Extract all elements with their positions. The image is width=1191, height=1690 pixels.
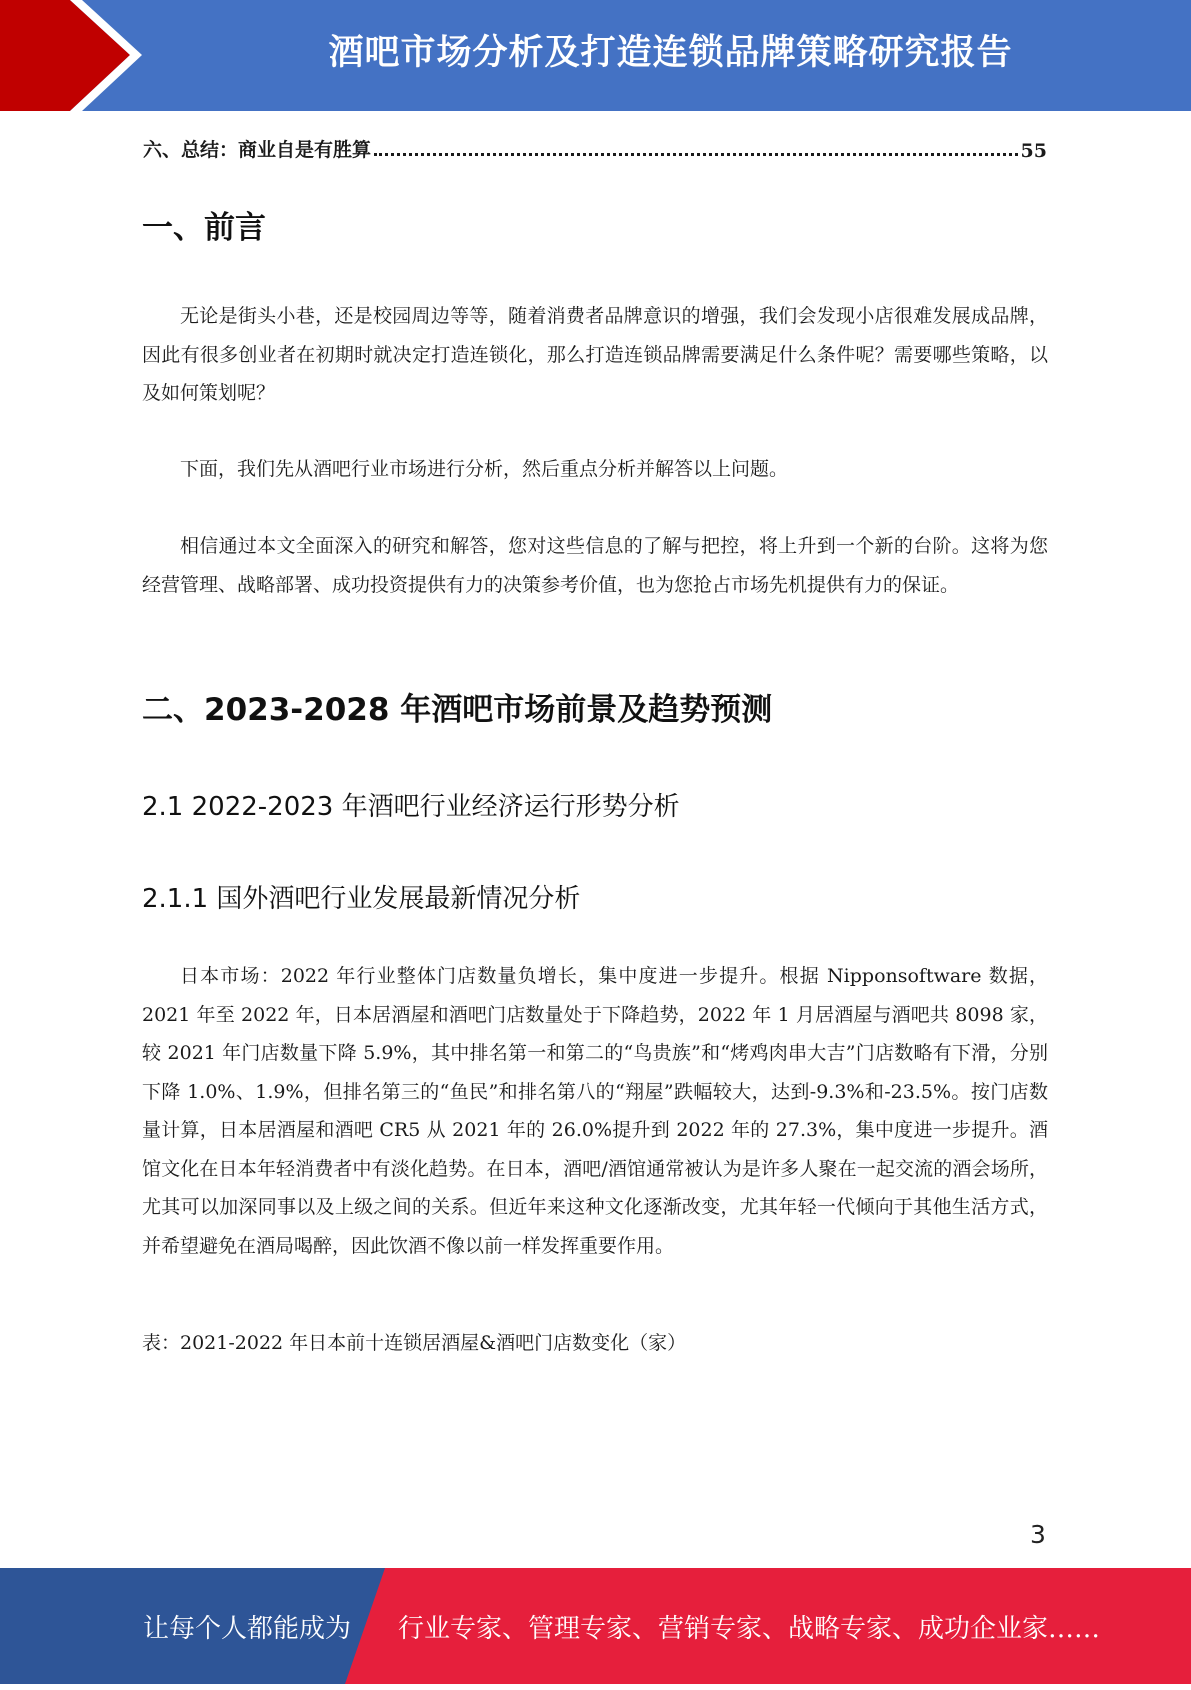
toc-entry-label: 六、总结：商业自是有胜算 bbox=[143, 139, 372, 161]
heading-section-2: 二、2023-2028 年酒吧市场前景及趋势预测 bbox=[142, 692, 773, 728]
preface-paragraph-2: 下面，我们先从酒吧行业市场进行分析，然后重点分析并解答以上问题。 bbox=[180, 458, 789, 480]
japan-market-paragraph: 日本市场：2022 年行业整体门店数量负增长，集中度进一步提升。根据 Nipponsoftware 数据，2021 年至 2022 年，日本居酒屋和酒吧门店数量处于下降趋势，2022 年 1 月居酒屋与酒吧共 8098 家，较 2021 年门店数量下降 5.9%，其中排名第一和第二的“鸟贵族”和“烤鸡肉串大吉”门店数略有下滑，分别下降 1.0%、1.9%，但排名第三的“鱼民”和排名第八的“翔屋”跌幅较大，达到-9.3%和-23.5%。按门店数量计算，日本居酒屋和酒吧 CR5 从 2021 年的 26.0%提升到 2022 年的 27.3%，集中度进一步提升。酒馆文化在日本年轻消费者中有淡化趋势。在日本，酒吧/酒馆通常被认为是许多人聚在一起交流的酒会场所，尤其可以加深同事以及上级之间的关系。但近年来这种文化逐渐改变，尤其年轻一代倾向于其他生活方式，并希望避免在酒局喝醉，因此饮酒不像以前一样发挥重要作用。 bbox=[142, 965, 1048, 1257]
subheading-2-1: 2.1 2022-2023 年酒吧行业经济运行形势分析 bbox=[142, 792, 680, 822]
preface-paragraph-1: 无论是街头小巷，还是校园周边等等，随着消费者品牌意识的增强，我们会发现小店很难发展成品牌，因此有很多创业者在初期时就决定打造连锁化，那么打造连锁品牌需要满足什么条件呢？需要哪些策略，以及如何策划呢？ bbox=[142, 305, 1048, 404]
toc-entry-page: 55 bbox=[1020, 140, 1047, 162]
header-arrow-decoration bbox=[0, 0, 160, 111]
subheading-2-1-1: 2.1.1 国外酒吧行业发展最新情况分析 bbox=[142, 884, 581, 914]
page-footer bbox=[0, 1568, 1191, 1684]
preface-paragraph-3: 相信通过本文全面深入的研究和解答，您对这些信息的了解与把控，将上升到一个新的台阶。这将为您经营管理、战略部署、成功投资提供有力的决策参考价值，也为您抢占市场先机提供有力的保证。 bbox=[142, 535, 1048, 596]
footer-slogan-right: 行业专家、管理专家、营销专家、战略专家、成功企业家…… bbox=[398, 1614, 1101, 1644]
toc-entry[interactable] bbox=[143, 126, 1047, 162]
report-title: 酒吧市场分析及打造连锁品牌策略研究报告 bbox=[328, 33, 1013, 73]
footer-slogan-left: 让每个人都能成为 bbox=[143, 1614, 352, 1644]
page-number: 3 bbox=[1030, 1520, 1046, 1549]
toc-leader-dots bbox=[374, 153, 1018, 156]
page-header bbox=[0, 0, 1191, 111]
heading-preface: 一、前言 bbox=[142, 210, 266, 246]
table-caption: 表：2021-2022 年日本前十连锁居酒屋&酒吧门店数变化（家） bbox=[142, 1332, 687, 1354]
